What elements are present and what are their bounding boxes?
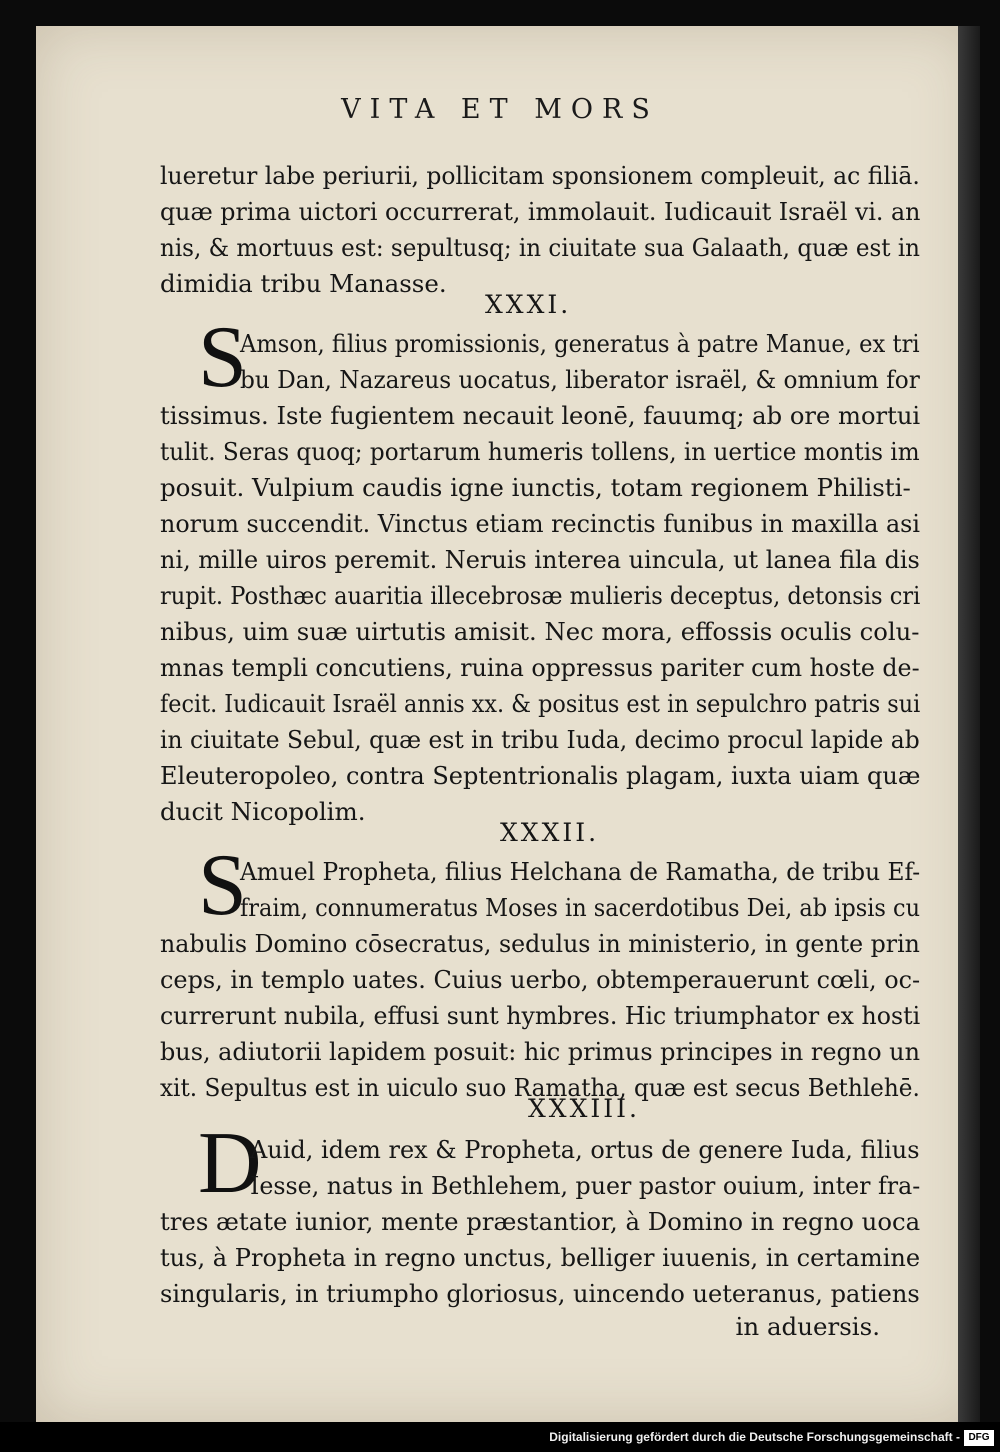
text-line: xit. Sepultus est in uiculo suo Ramatha, quæ est secus Bethlehē. (160, 1073, 920, 1102)
text-line: nabulis Domino cōsecratus, sedulus in ministerio, in gente prin (160, 929, 920, 958)
text-line: bu Dan, Nazareus uocatus, liberator israël, & omnium for (240, 365, 920, 394)
text-line: Iesse, natus in Bethlehem, puer pastor ouium, inter fra- (250, 1171, 921, 1200)
text-line: Amuel Propheta, filius Helchana de Ramatha, de tribu Ef- (240, 857, 921, 886)
text-line: Amson, filius promissionis, generatus à patre Manue, ex tri (240, 329, 920, 358)
text-line: in ciuitate Sebul, quæ est in tribu Iuda, decimo procul lapide ab (160, 725, 920, 754)
text-line: tulit. Seras quoq; portarum humeris tollens, in uertice montis im (160, 437, 920, 466)
section-heading: XXXII. (500, 818, 600, 847)
text-line: fraim, connumeratus Moses in sacerdotibus Dei, ab ipsis cu (240, 893, 921, 922)
text-line: quæ prima uictori occurrerat, immolauit. Iudicauit Israël vi. an (160, 197, 921, 226)
text-line: ni, mille uiros peremit. Neruis interea uincula, ut lanea fila dis (160, 545, 920, 574)
text-line: bus, adiutorii lapidem posuit: hic primus principes in regno un (160, 1037, 920, 1066)
footer-bar (0, 1422, 1000, 1452)
text-line: ceps, in templo uates. Cuius uerbo, obtemperauerunt cœli, oc- (160, 965, 921, 994)
dfg-logo-icon: DFG (964, 1430, 994, 1446)
text-line: tus, à Propheta in regno unctus, belliger iuuenis, in certamine (160, 1243, 921, 1272)
text-line: mnas templi concutiens, ruina oppressus pariter cum hoste de- (160, 653, 920, 682)
drop-capital: S (198, 837, 247, 934)
text-line: nibus, uim suæ uirtutis amisit. Nec mora, effossis oculis colu- (160, 617, 920, 646)
page-edge (958, 26, 980, 1422)
section-heading: XXXIII. (528, 1094, 640, 1123)
text-line: singularis, in triumpho gloriosus, uincendo ueteranus, patiens (160, 1279, 920, 1308)
text-line: nis, & mortuus est: sepultusq; in ciuitate sua Galaath, quæ est in (160, 233, 921, 262)
text-line: currerunt nubila, effusi sunt hymbres. Hic triumphator ex hosti (160, 1001, 921, 1030)
text-line: Eleuteropoleo, contra Septentrionalis plagam, iuxta uiam quæ (160, 761, 921, 790)
text-line: dimidia tribu Manasse. (160, 269, 447, 298)
text-line: norum succendit. Vinctus etiam recinctis funibus in maxilla asi (160, 509, 921, 538)
footer-credit: Digitalisierung gefördert durch die Deutsche Forschungsgemeinschaft - (549, 1430, 960, 1444)
text-line: fecit. Iudicauit Israël annis xx. & positus est in sepulchro patris sui (160, 689, 921, 718)
text-line: tres ætate iunior, mente præstantior, à Domino in regno uoca (160, 1207, 921, 1236)
text-line: posuit. Vulpium caudis igne iunctis, totam regionem Philisti- (160, 473, 911, 502)
running-head: VITA ET MORS (341, 94, 659, 125)
text-line: Auid, idem rex & Propheta, ortus de genere Iuda, filius (250, 1135, 920, 1164)
text-line: lueretur labe periurii, pollicitam sponsionem compleuit, ac filiā. (160, 161, 920, 190)
text-line: rupit. Posthæc auaritia illecebrosæ mulieris deceptus, detonsis cri (160, 581, 921, 610)
drop-capital: S (198, 309, 247, 406)
text-line: tissimus. Iste fugientem necauit leonē, fauumq; ab ore mortui (160, 401, 921, 430)
section-heading: XXXI. (485, 290, 572, 319)
drop-capital: D (198, 1115, 262, 1212)
catchword: in aduersis. (735, 1312, 880, 1341)
text-line: ducit Nicopolim. (160, 797, 366, 826)
